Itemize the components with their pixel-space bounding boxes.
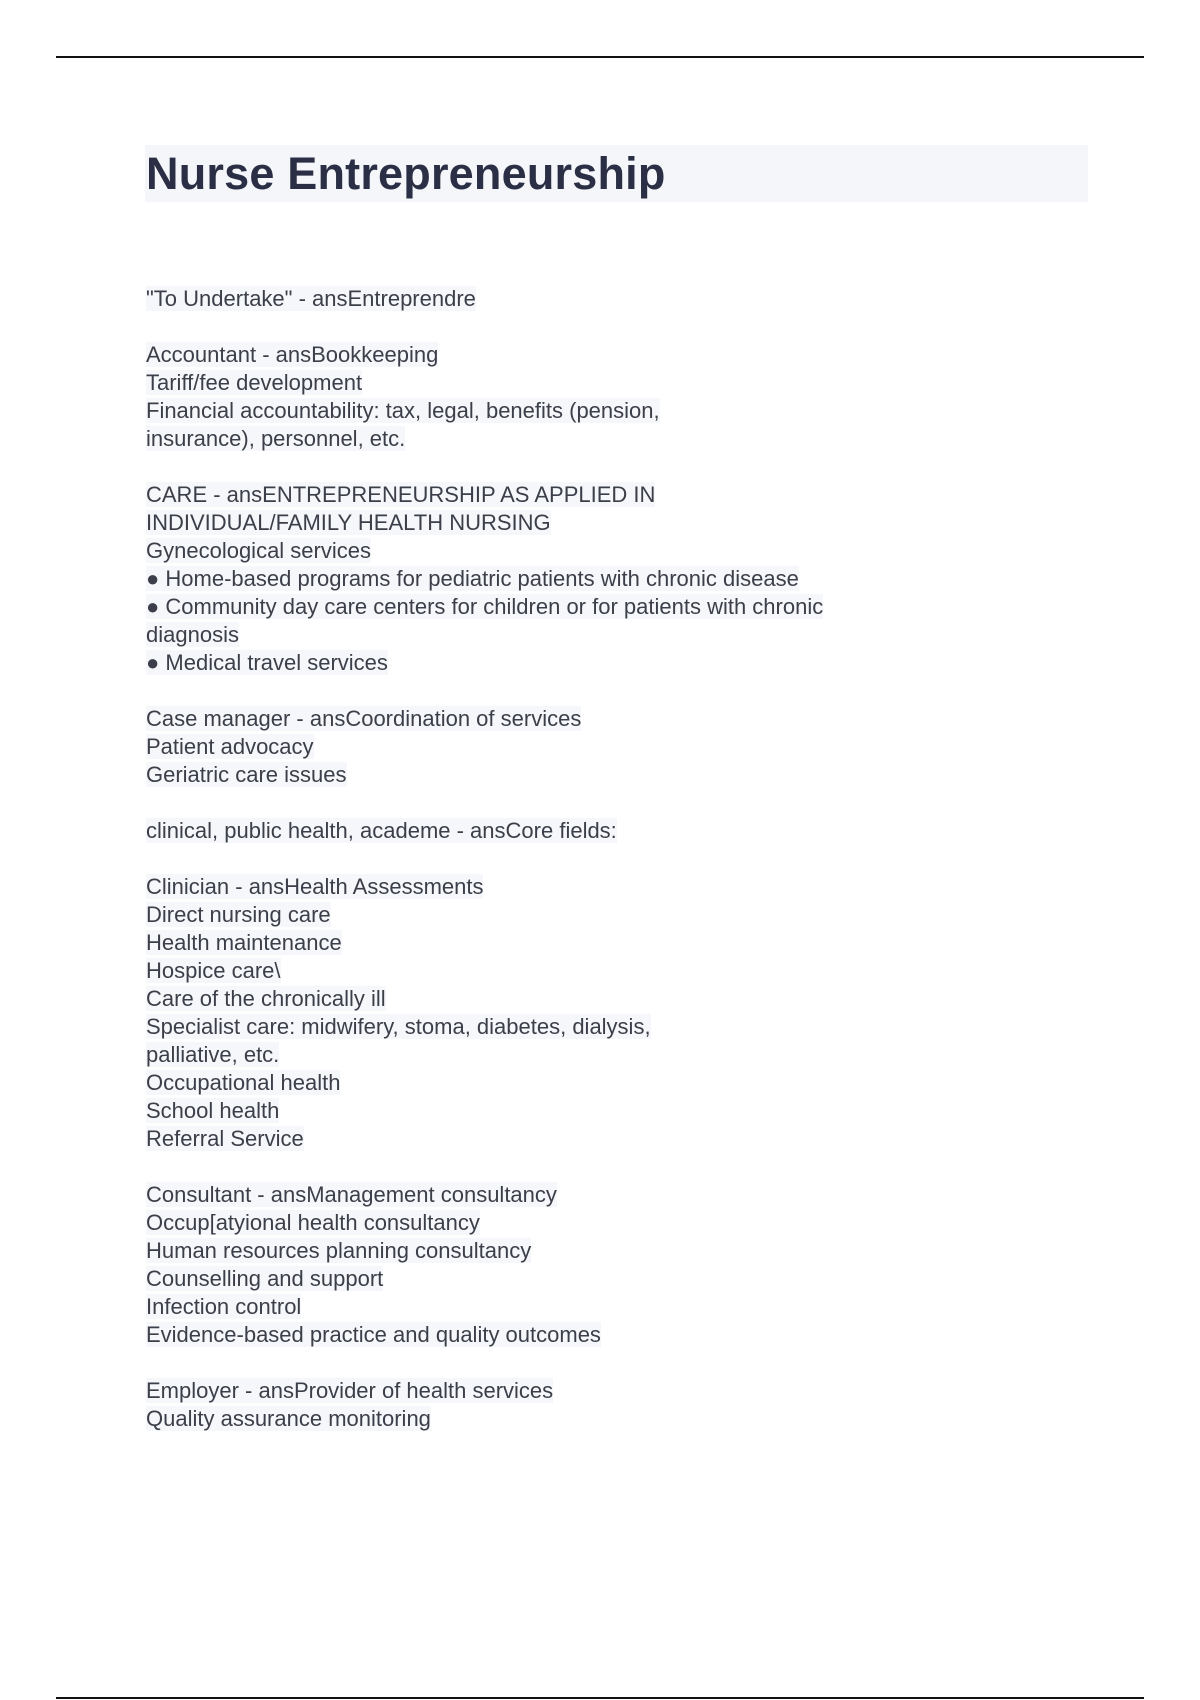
- text-line: Human resources planning consultancy: [146, 1238, 532, 1263]
- text-block: [146, 1181, 1046, 1349]
- text-line: Hospice care\: [146, 958, 281, 983]
- text-block: [146, 705, 1046, 789]
- text-line: Evidence-based practice and quality outcomes: [146, 1322, 601, 1347]
- text-line: Specialist care: midwifery, stoma, diabetes, dialysis,: [146, 1014, 651, 1039]
- bottom-rule: [56, 1697, 1144, 1699]
- document-body: [146, 285, 1046, 1461]
- text-block: [146, 817, 1046, 845]
- bullet-line: ● Medical travel services: [146, 650, 388, 675]
- bullet-line: ● Home-based programs for pediatric patients with chronic disease: [146, 566, 799, 591]
- text-line: Occupational health: [146, 1070, 341, 1095]
- text-block: [146, 341, 1046, 453]
- text-block: [146, 1377, 1046, 1433]
- text-line: diagnosis: [146, 622, 239, 647]
- text-line: INDIVIDUAL/FAMILY HEALTH NURSING: [146, 510, 551, 535]
- text-line: Health maintenance: [146, 930, 342, 955]
- top-rule: [56, 56, 1144, 58]
- text-line: Financial accountability: tax, legal, benefits (pension,: [146, 398, 660, 423]
- text-block: [146, 873, 1046, 1153]
- document-title: Nurse Entrepreneurship: [146, 148, 666, 199]
- text-line: Consultant - ansManagement consultancy: [146, 1182, 557, 1207]
- text-line: Geriatric care issues: [146, 762, 347, 787]
- text-line: Clinician - ansHealth Assessments: [146, 874, 484, 899]
- text-line: Gynecological services: [146, 538, 371, 563]
- text-line: Case manager - ansCoordination of services: [146, 706, 582, 731]
- text-line: Referral Service: [146, 1126, 304, 1151]
- text-line: Occup[atyional health consultancy: [146, 1210, 480, 1235]
- text-line: Direct nursing care: [146, 902, 331, 927]
- text-line: School health: [146, 1098, 280, 1123]
- text-line: Infection control: [146, 1294, 302, 1319]
- text-line: Employer - ansProvider of health services: [146, 1378, 554, 1403]
- bullet-line: ● Community day care centers for children or for patients with chronic: [146, 594, 824, 619]
- text-line: CARE - ansENTREPRENEURSHIP AS APPLIED IN: [146, 482, 656, 507]
- text-block: [146, 285, 1046, 313]
- text-line: Accountant - ansBookkeeping: [146, 342, 439, 367]
- text-line: Care of the chronically ill: [146, 986, 386, 1011]
- text-line: insurance), personnel, etc.: [146, 426, 406, 451]
- text-line: Patient advocacy: [146, 734, 314, 759]
- text-line: Quality assurance monitoring: [146, 1406, 431, 1431]
- text-block: [146, 481, 1046, 677]
- text-line: Tariff/fee development: [146, 370, 363, 395]
- text-line: clinical, public health, academe - ansCore fields:: [146, 818, 617, 843]
- text-line: Counselling and support: [146, 1266, 384, 1291]
- text-line: "To Undertake" - ansEntreprendre: [146, 286, 476, 311]
- text-line: palliative, etc.: [146, 1042, 280, 1067]
